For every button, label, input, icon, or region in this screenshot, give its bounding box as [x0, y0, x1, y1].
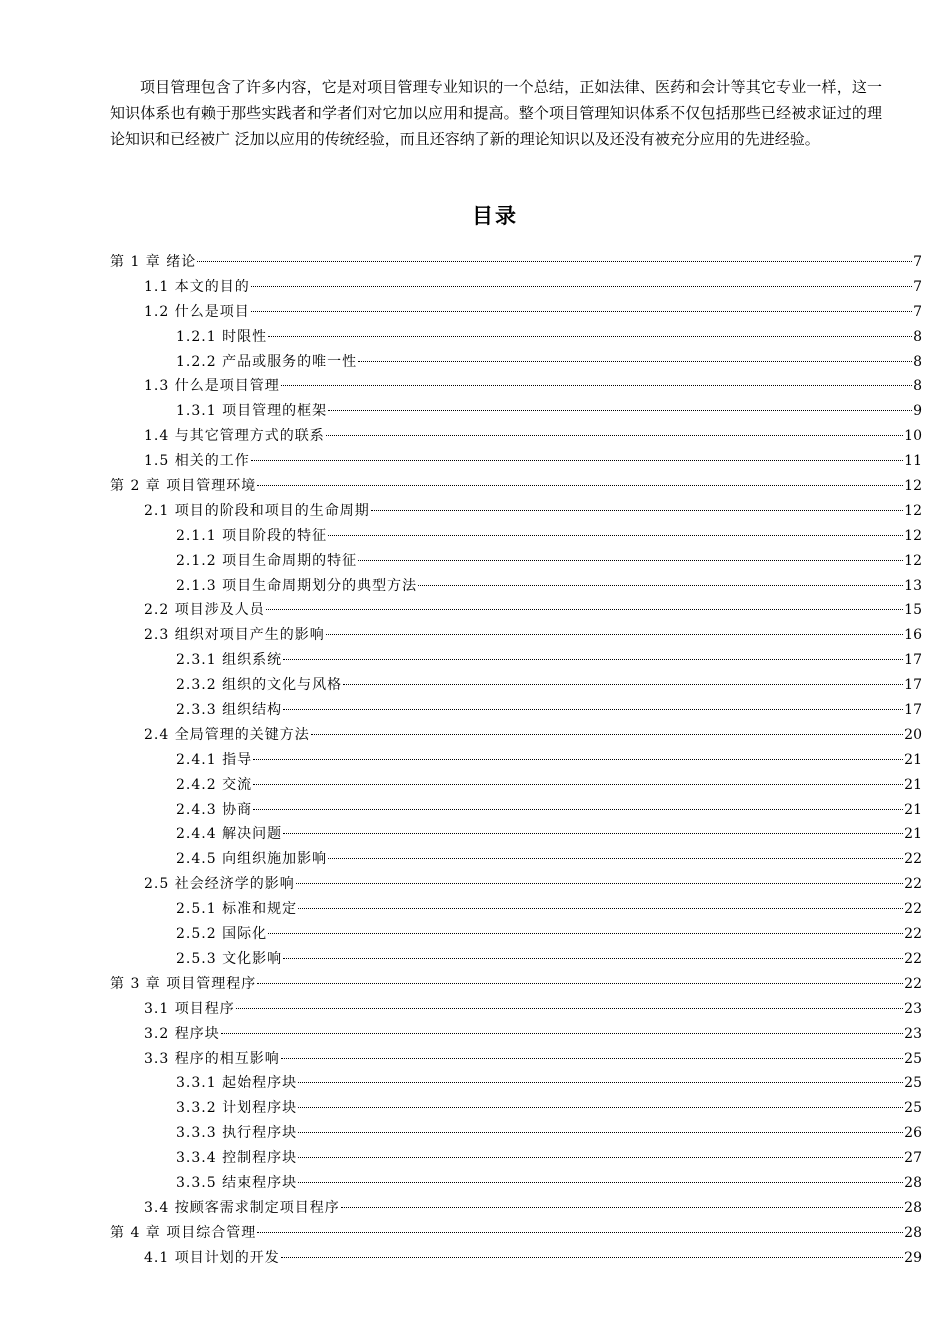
toc-entry-title: 2.5 社会经济学的影响: [144, 876, 295, 893]
toc-entry-title: 3.2 程序块: [144, 1025, 220, 1042]
toc-entry-title: 第 2 章 项目管理环境: [110, 478, 257, 495]
toc-entry[interactable]: [110, 1098, 922, 1123]
toc-entry[interactable]: [110, 700, 922, 725]
toc-dot-leader: [328, 535, 903, 536]
toc-entry[interactable]: [110, 675, 922, 700]
toc-page-number: 21: [904, 751, 922, 768]
toc-entry-title: 3.3.5 结束程序块: [176, 1174, 298, 1191]
toc-page-number: 25: [904, 1075, 922, 1092]
toc-entry[interactable]: [110, 352, 922, 377]
toc-page-number: 8: [913, 328, 922, 345]
toc-dot-leader: [251, 286, 912, 287]
toc-entry[interactable]: [110, 327, 922, 352]
toc-entry-title: 2.4.1 指导: [176, 751, 253, 768]
toc-dot-leader: [341, 1207, 903, 1208]
toc-entry[interactable]: [110, 1198, 922, 1223]
toc-entry-title: 3.3.1 起始程序块: [176, 1075, 298, 1092]
toc-page-number: 26: [904, 1125, 922, 1142]
toc-entry-title: 2.4.5 向组织施加影响: [176, 851, 328, 868]
toc-page-number: 8: [913, 378, 922, 395]
toc-entry[interactable]: [110, 1248, 922, 1273]
toc-title: 目录: [472, 203, 518, 228]
toc-entry[interactable]: [110, 625, 922, 650]
toc-entry[interactable]: [110, 800, 922, 825]
toc-dot-leader: [311, 734, 903, 735]
toc-page-number: 21: [904, 776, 922, 793]
toc-entry[interactable]: [110, 551, 922, 576]
toc-page-number: 17: [904, 702, 922, 719]
toc-page-number: 7: [913, 254, 922, 270]
toc-entry-title: 第 4 章 项目综合管理: [110, 1224, 257, 1241]
toc-entry[interactable]: [110, 1123, 922, 1148]
toc-dot-leader: [298, 908, 903, 909]
toc-entry-title: 1.5 相关的工作: [144, 453, 250, 470]
toc-entry-title: 2.3.3 组织结构: [176, 702, 283, 719]
toc-dot-leader: [257, 485, 903, 486]
toc-page-number: 28: [904, 1174, 922, 1191]
toc-entry-title: 3.3.2 计划程序块: [176, 1100, 298, 1117]
toc-dot-leader: [281, 1257, 903, 1258]
toc-entry[interactable]: [110, 252, 922, 277]
toc-entry-title: 2.3.1 组织系统: [176, 652, 283, 669]
toc-page-number: 7: [913, 278, 922, 295]
toc-dot-leader: [257, 1232, 903, 1233]
toc-dot-leader: [298, 1082, 903, 1083]
toc-entry[interactable]: [110, 576, 922, 601]
toc-entry[interactable]: [110, 302, 922, 327]
toc-dot-leader: [257, 983, 903, 984]
toc-entry[interactable]: [110, 849, 922, 874]
toc-entry[interactable]: [110, 600, 922, 625]
toc-page-number: 23: [904, 1025, 922, 1042]
toc-dot-leader: [266, 609, 903, 610]
toc-entry[interactable]: [110, 999, 922, 1024]
toc-dot-leader: [251, 311, 912, 312]
toc-entry[interactable]: [110, 874, 922, 899]
toc-entry-title: 2.5.3 文化影响: [176, 950, 283, 967]
toc-page-number: 12: [904, 527, 922, 544]
toc-page-number: 25: [904, 1100, 922, 1117]
toc-page-number: 10: [904, 428, 922, 445]
toc-entry[interactable]: [110, 476, 922, 501]
toc-entry-title: 2.1.2 项目生命周期的特征: [176, 552, 358, 569]
toc-dot-leader: [326, 435, 903, 436]
toc-dot-leader: [268, 336, 912, 337]
toc-entry-title: 1.2.1 时限性: [176, 328, 268, 345]
toc-page-number: 17: [904, 677, 922, 694]
toc-page-number: 16: [904, 627, 922, 644]
toc-page-number: 22: [904, 901, 922, 918]
toc-entry[interactable]: [110, 401, 922, 426]
toc-dot-leader: [221, 1033, 903, 1034]
toc-page-number: 27: [904, 1150, 922, 1167]
toc-page-number: 9: [913, 403, 922, 420]
toc-entry-title: 4.1 项目计划的开发: [144, 1249, 280, 1266]
toc-entry[interactable]: [110, 974, 922, 999]
toc-entry-title: 3.3 程序的相互影响: [144, 1050, 280, 1067]
toc-page-number: 23: [904, 1000, 922, 1017]
toc-entry-title: 第 3 章 项目管理程序: [110, 975, 257, 992]
toc-entry[interactable]: [110, 426, 922, 451]
toc-entry-title: 3.3.3 执行程序块: [176, 1125, 298, 1142]
toc-entry[interactable]: [110, 526, 922, 551]
toc-entry-title: 2.5.1 标准和规定: [176, 901, 298, 918]
toc-entry-title: 2.5.2 国际化: [176, 926, 268, 943]
toc-entry[interactable]: [110, 750, 922, 775]
toc-entry[interactable]: [110, 725, 922, 750]
toc-dot-leader: [253, 809, 903, 810]
toc-dot-leader: [371, 510, 903, 511]
toc-dot-leader: [283, 659, 903, 660]
toc-dot-leader: [298, 1107, 903, 1108]
toc-page-number: 28: [904, 1224, 922, 1241]
toc-entry-title: 1.2 什么是项目: [144, 303, 250, 320]
toc-dot-leader: [326, 634, 903, 635]
toc-entry-title: 1.3.1 项目管理的框架: [176, 403, 328, 420]
toc-page-number: 25: [904, 1050, 922, 1067]
toc-page-number: 12: [904, 502, 922, 519]
toc-page-number: 13: [904, 577, 922, 594]
toc-entry-title: 第 1 章 绪论: [110, 254, 197, 270]
toc-entry[interactable]: [110, 899, 922, 924]
toc-entry-title: 2.3.2 组织的文化与风格: [176, 677, 343, 694]
toc-dot-leader: [283, 833, 903, 834]
toc-page-number: 11: [904, 453, 922, 470]
toc-page-number: 20: [904, 726, 922, 743]
toc-entry-title: 2.4 全局管理的关键方法: [144, 726, 310, 743]
toc-dot-leader: [236, 1008, 903, 1009]
toc-entry-title: 2.1.1 项目阶段的特征: [176, 527, 328, 544]
toc-dot-leader: [283, 709, 903, 710]
toc-entry[interactable]: [110, 1148, 922, 1173]
toc-entry-title: 1.1 本文的目的: [144, 278, 250, 295]
toc-entry[interactable]: [110, 277, 922, 302]
toc-entry-title: 3.3.4 控制程序块: [176, 1150, 298, 1167]
toc-entry-title: 1.4 与其它管理方式的联系: [144, 428, 325, 445]
toc-dot-leader: [328, 858, 903, 859]
toc-dot-leader: [298, 1182, 903, 1183]
toc-entry[interactable]: [110, 650, 922, 675]
toc-dot-leader: [298, 1157, 903, 1158]
toc-entry[interactable]: [110, 1073, 922, 1098]
toc-dot-leader: [197, 261, 912, 262]
toc-entry[interactable]: [110, 949, 922, 974]
toc-entry[interactable]: [110, 775, 922, 800]
toc-page-number: 28: [904, 1199, 922, 1216]
toc-page-number: 12: [904, 478, 922, 495]
toc-page-number: 15: [904, 602, 922, 619]
toc-dot-leader: [253, 784, 903, 785]
toc-entry-title: 1.3 什么是项目管理: [144, 378, 280, 395]
toc-entry-title: 2.4.4 解决问题: [176, 826, 283, 843]
toc-page-number: 22: [904, 876, 922, 893]
toc-page-number: 21: [904, 826, 922, 843]
toc-entry-title: 2.3 组织对项目产生的影响: [144, 627, 325, 644]
toc-entry[interactable]: [110, 501, 922, 526]
toc-entry[interactable]: [110, 1223, 922, 1248]
toc-page-number: 22: [904, 950, 922, 967]
toc-entry-title: 2.4.3 协商: [176, 801, 253, 818]
toc-page-number: 29: [904, 1249, 922, 1266]
toc-entry[interactable]: [110, 376, 922, 401]
toc-entry-title: 2.1 项目的阶段和项目的生命周期: [144, 502, 370, 519]
toc-entry-title: 3.4 按顾客需求制定项目程序: [144, 1199, 340, 1216]
toc-page-number: 7: [913, 303, 922, 320]
toc-dot-leader: [358, 560, 903, 561]
toc-dot-leader: [283, 958, 903, 959]
toc-dot-leader: [296, 883, 903, 884]
toc-dot-leader: [281, 1058, 903, 1059]
toc-page-number: 21: [904, 801, 922, 818]
toc-page-number: 22: [904, 975, 922, 992]
toc-page-number: 17: [904, 652, 922, 669]
toc-page-number: 22: [904, 851, 922, 868]
toc-dot-leader: [251, 460, 903, 461]
toc-entry[interactable]: [110, 451, 922, 476]
toc-page-number: 12: [904, 552, 922, 569]
toc-page-number: 22: [904, 926, 922, 943]
toc-entry[interactable]: [110, 924, 922, 949]
toc-entry[interactable]: [110, 824, 922, 849]
toc-entry[interactable]: [110, 1173, 922, 1198]
intro-paragraph: 项目管理包含了许多内容，它是对项目管理专业知识的一个总结，正如法律、医药和会计等其它专业一样，这一知识体系也有赖于那些实践者和学者们对它加以应用和提高。整个项目管理知识体系不仅包括那些已经被求证过的理论知识和已经被广 泛加以应用的传统经验，而且还容纳了新的理论知识以及还没有被充分应用的先进经验。: [110, 78, 882, 148]
toc-dot-leader: [298, 1132, 903, 1133]
toc-entry-title: 2.1.3 项目生命周期划分的典型方法: [176, 577, 418, 594]
toc-dot-leader: [418, 585, 903, 586]
toc-dot-leader: [343, 684, 903, 685]
toc-dot-leader: [268, 933, 903, 934]
toc-dot-leader: [281, 385, 912, 386]
toc-entry[interactable]: [110, 1049, 922, 1074]
toc-dot-leader: [253, 759, 903, 760]
table-of-contents: [110, 252, 922, 1273]
toc-page-number: 8: [913, 353, 922, 370]
toc-entry-title: 3.1 项目程序: [144, 1000, 235, 1017]
toc-dot-leader: [358, 361, 912, 362]
toc-entry-title: 2.4.2 交流: [176, 776, 253, 793]
toc-entry-title: 1.2.2 产品或服务的唯一性: [176, 353, 358, 370]
toc-entry-title: 2.2 项目涉及人员: [144, 602, 265, 619]
toc-dot-leader: [328, 410, 912, 411]
toc-entry[interactable]: [110, 1024, 922, 1049]
